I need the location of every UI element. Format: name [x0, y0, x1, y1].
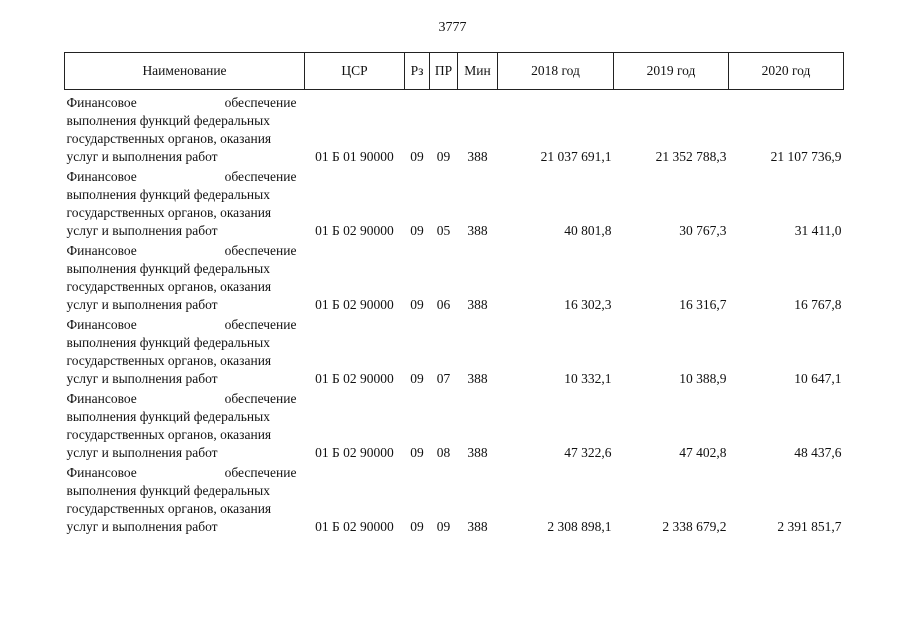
row-csr: 01 Б 02 90000: [315, 519, 394, 534]
row-name-line: государственных органов, оказания: [66, 501, 272, 516]
row-name-line: государственных органов, оказания: [66, 427, 272, 442]
row-csr: 01 Б 02 90000: [315, 445, 394, 460]
header-rz: Рз: [405, 53, 430, 90]
row-2018: 16 302,3: [564, 297, 612, 312]
row-pr: 05: [436, 223, 451, 238]
row-name-line: услуг и выполнения работ: [66, 297, 218, 312]
row-name: [65, 314, 305, 388]
row-name-line: выполнения функций федеральных: [66, 409, 270, 424]
header-min: Мин: [458, 53, 498, 90]
row-name-line: Финансовое обеспечение: [66, 169, 297, 184]
header-2018: 2018 год: [498, 53, 614, 90]
row-pr: 09: [436, 519, 451, 534]
row-name-line: Финансовое обеспечение: [66, 95, 297, 110]
table-row: [65, 90, 844, 167]
row-2020: 2 391 851,7: [777, 519, 842, 534]
table-body: [65, 90, 844, 537]
row-name-line: выполнения функций федеральных: [66, 187, 270, 202]
row-name-line: государственных органов, оказания: [66, 353, 272, 368]
row-name-line: услуг и выполнения работ: [66, 371, 218, 386]
row-rz: 09: [410, 445, 424, 460]
header-pr: ПР: [430, 53, 458, 90]
row-name: [65, 462, 305, 536]
header-2019: 2019 год: [614, 53, 729, 90]
row-name-line: государственных органов, оказания: [66, 279, 272, 294]
row-name-line: услуг и выполнения работ: [66, 519, 218, 534]
row-name-line: государственных органов, оказания: [66, 205, 272, 220]
row-csr: 01 Б 02 90000: [315, 371, 394, 386]
row-2019: 21 352 788,3: [655, 149, 727, 164]
row-name-line: Финансовое обеспечение: [66, 465, 297, 480]
row-2018: 21 037 691,1: [540, 149, 612, 164]
row-name-line: услуг и выполнения работ: [66, 223, 218, 238]
row-2020: 16 767,8: [794, 297, 842, 312]
row-min: 388: [467, 519, 488, 534]
row-min: 388: [467, 149, 488, 164]
row-2020: 10 647,1: [794, 371, 842, 386]
row-name-line: услуг и выполнения работ: [66, 445, 218, 460]
page-number: 3777: [438, 20, 467, 35]
row-pr: 09: [436, 149, 451, 164]
row-2019: 47 402,8: [679, 445, 727, 460]
row-2018: 40 801,8: [564, 223, 612, 238]
row-name-line: Финансовое обеспечение: [66, 391, 297, 406]
row-pr: 08: [436, 445, 451, 460]
row-2019: 2 338 679,2: [662, 519, 727, 534]
row-min: 388: [467, 297, 488, 312]
row-min: 388: [467, 223, 488, 238]
row-rz: 09: [410, 297, 424, 312]
row-2019: 16 316,7: [679, 297, 727, 312]
row-rz: 09: [410, 371, 424, 386]
table-row: [65, 388, 844, 462]
header-2020: 2020 год: [729, 53, 844, 90]
row-csr: 01 Б 01 90000: [315, 149, 394, 164]
row-2020: 31 411,0: [794, 223, 842, 238]
row-name: [65, 388, 305, 462]
row-pr: 06: [436, 297, 451, 312]
row-name-line: выполнения функций федеральных: [66, 261, 270, 276]
header-name: Наименование: [65, 53, 305, 90]
row-rz: 09: [410, 223, 424, 238]
table-row: [65, 462, 844, 536]
table-row: [65, 166, 844, 240]
budget-table: [64, 52, 844, 536]
row-rz: 09: [410, 519, 424, 534]
table-row: [65, 240, 844, 314]
row-csr: 01 Б 02 90000: [315, 223, 394, 238]
row-2019: 10 388,9: [679, 371, 727, 386]
row-name: [65, 166, 305, 240]
row-name: [65, 240, 305, 314]
table-header-row: [65, 53, 844, 90]
row-name-line: выполнения функций федеральных: [66, 483, 270, 498]
row-2019: 30 767,3: [679, 223, 727, 238]
row-min: 388: [467, 371, 488, 386]
row-min: 388: [467, 445, 488, 460]
row-2018: 10 332,1: [564, 371, 612, 386]
row-name: [65, 90, 305, 167]
table-row: [65, 314, 844, 388]
row-2018: 2 308 898,1: [547, 519, 612, 534]
row-pr: 07: [436, 371, 451, 386]
row-name-line: Финансовое обеспечение: [66, 317, 297, 332]
row-name-line: услуг и выполнения работ: [66, 149, 218, 164]
row-name-line: выполнения функций федеральных: [66, 335, 270, 350]
row-name-line: выполнения функций федеральных: [66, 113, 270, 128]
row-2020: 21 107 736,9: [770, 149, 842, 164]
row-2020: 48 437,6: [794, 445, 842, 460]
row-rz: 09: [410, 149, 424, 164]
header-csr: ЦСР: [305, 53, 405, 90]
row-name-line: Финансовое обеспечение: [66, 243, 297, 258]
row-2018: 47 322,6: [564, 445, 612, 460]
row-csr: 01 Б 02 90000: [315, 297, 394, 312]
row-name-line: государственных органов, оказания: [66, 131, 272, 146]
